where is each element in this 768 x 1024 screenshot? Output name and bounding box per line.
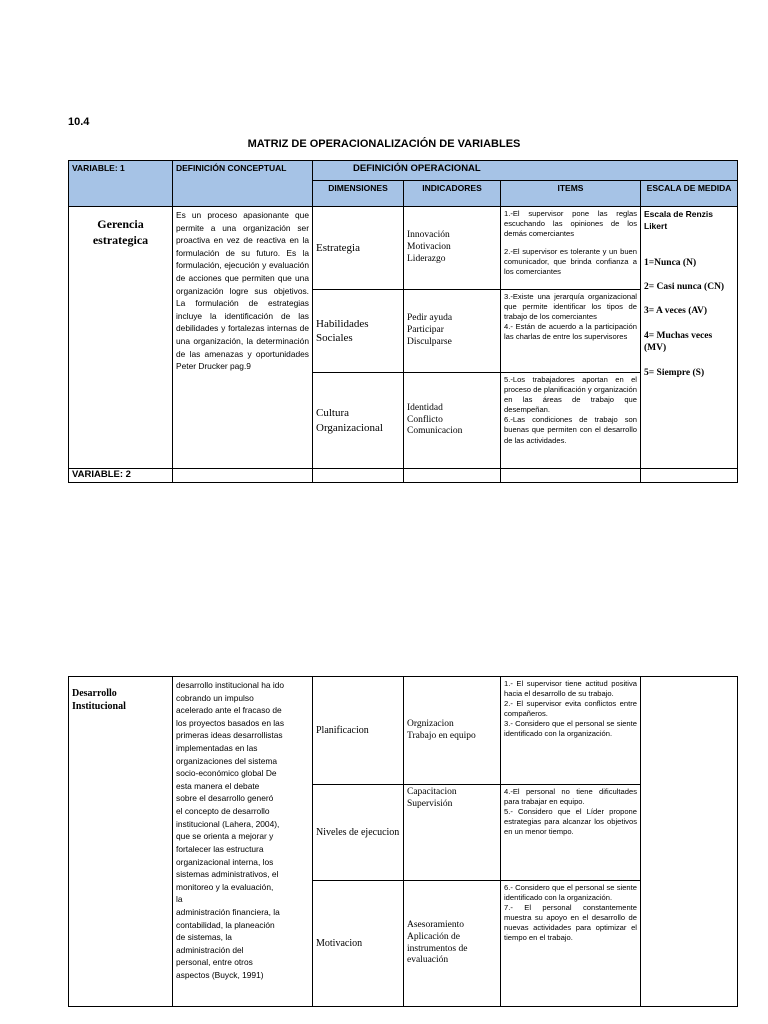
indicator: Identidad (407, 402, 443, 413)
item: 1.-El supervisor pone las reglas escuchando las opiniones de los demás comerciantes (504, 209, 637, 239)
header-indicators: INDICADORES (404, 181, 501, 207)
header-conceptual-definition: DEFINICIÓN CONCEPTUAL (173, 161, 313, 207)
scale-name: Escala de Renzis Likert (644, 209, 713, 231)
concept-line: fortalecer las estructura (176, 843, 264, 854)
concept-line: de sistemas, la (176, 932, 232, 943)
concept-line: sistemas administrativos, el (176, 869, 279, 880)
item: 6.- Considero que el personal se siente identificado con la organización. (504, 883, 637, 903)
dimension-cell: Estrategia (313, 207, 404, 290)
indicator: Aplicación de instrumentos de evaluación (407, 931, 468, 966)
item: 7.- El personal constantemente muestra su apoyo en el desarrollo de nuevas actividades para optimizar el tiempo en el trabajo. (504, 903, 637, 943)
item: 3.- Considero que el personal se siente identificado con la organización. (504, 719, 637, 739)
concept-line: monitoreo y la evaluación, (176, 881, 274, 892)
concept-line: el concepto de desarrollo (176, 806, 270, 817)
header-scale: ESCALA DE MEDIDA (641, 181, 738, 207)
empty-cell (313, 469, 404, 483)
indicators-cell (404, 207, 501, 290)
concept-line: cobrando un impulso (176, 692, 254, 703)
concept-line: los proyectos basados en las (176, 717, 285, 728)
variable-name: Desarrollo Institucional (69, 677, 173, 1007)
indicator: Trabajo en equipo (407, 730, 476, 741)
concept-line: acelerado ante el fracaso de (176, 705, 282, 716)
conceptual-definition (173, 677, 313, 1007)
variables-matrix-table-1 (68, 160, 738, 483)
indicators-cell (404, 785, 501, 881)
items-cell (501, 785, 641, 881)
dimension-cell: Cultura Organizacional (313, 373, 404, 469)
indicator: Participar (407, 325, 444, 336)
header-operational-definition: DEFINICIÓN OPERACIONAL (313, 161, 738, 181)
indicators-cell (404, 290, 501, 373)
indicator: Conflicto (407, 414, 443, 425)
concept-line: sobre el desarrollo generó (176, 793, 274, 804)
concept-line: socio-económico global De (176, 768, 277, 779)
item: 3.-Existe una jerarquía organizacional que permite identificar los tipos de trabajo de los comerciantes (504, 292, 637, 322)
indicators-cell (404, 881, 501, 1007)
variable-name: Gerencia estrategica (69, 207, 173, 469)
concept-line: aspectos (Buyck, 1991) (176, 970, 264, 981)
document-title: MATRIZ DE OPERACIONALIZACIÓN DE VARIABLES (247, 138, 521, 150)
header-variable: VARIABLE: 1 (69, 161, 173, 207)
item: 2.-El supervisor es tolerante y un buen comunicador, que brinda confianza a los comerciantes (504, 247, 637, 277)
concept-line: personal, entre otros (176, 957, 253, 968)
item: 1.- El supervisor tiene actitud positiva hacia el desarrollo de su trabajo. (504, 679, 637, 699)
scale-option: 4= Muchas veces (MV) (644, 330, 713, 354)
empty-cell (173, 469, 313, 483)
empty-cell (641, 469, 738, 483)
indicator: Asesoramiento (407, 919, 464, 930)
empty-cell (641, 677, 738, 1007)
indicators-cell (404, 677, 501, 785)
indicator: Motivacion (407, 242, 451, 253)
indicator: Supervisión (407, 798, 453, 809)
indicator: Capacitacion (407, 787, 457, 797)
item: 5.-Los trabajadores aportan en el proceso de planificación y organización en las áreas de trabajo que desempeñan. (504, 375, 637, 415)
concept-line: la (176, 894, 183, 905)
concept-line: esta manera el debate (176, 780, 260, 791)
item: 6.-Las condiciones de trabajo son buenas que permiten con el desarrollo de las actividades. (504, 415, 637, 445)
item: 4.- Están de acuerdo a la participación las charlas de entre los supervisores (504, 322, 637, 342)
scale-option: 5= Siempre (S) (644, 367, 705, 378)
dimension-cell: Habilidades Sociales (313, 290, 404, 373)
concept-line: contabilidad, la planeación (176, 919, 275, 930)
item: 4.-El personal no tiene dificultades para trabajar en equipo. (504, 787, 637, 807)
conceptual-definition: Es un proceso apasionante que permite a una organización ser proactiva en vez de reactiva en la formulación de su futuro. Es la formulación, ejecución y evaluación de acciones que permiten que una organización logre sus objetivos. La formulación de estrategias incluye la identificación de las debilidades y fortalezas internas de una organización, la determinación de las amenazas y oportunidades Peter Drucker pag.9 (173, 207, 313, 469)
variables-matrix-table-2 (68, 676, 738, 1007)
concept-line: institucional (Lahera, 2004), (176, 818, 280, 829)
indicators-cell (404, 373, 501, 469)
concept-line: primeras ideas desarrollistas (176, 730, 283, 741)
measurement-scale (641, 207, 738, 469)
header-dimensions: DIMENSIONES (313, 181, 404, 207)
indicator: Pedir ayuda (407, 313, 453, 324)
section-number: 10.4 (68, 116, 90, 128)
dimension-cell: Motivacion (313, 881, 404, 1007)
scale-option: 1=Nunca (N) (644, 257, 697, 268)
concept-line: desarrollo institucional ha ido (176, 680, 285, 690)
concept-line: administración del (176, 944, 244, 955)
scale-option: 2= Casi nunca (CN) (644, 282, 725, 293)
items-cell (501, 881, 641, 1007)
concept-line: administración financiera, la (176, 906, 280, 917)
concept-line: implementadas en las (176, 743, 258, 754)
scale-option: 3= A veces (AV) (644, 306, 708, 317)
items-cell (501, 373, 641, 469)
item: 2.- El supervisor evita conflictos entre compañeros. (504, 699, 637, 719)
concept-line: que se orienta a mejorar y (176, 831, 274, 842)
variable-2-label: VARIABLE: 2 (69, 469, 173, 483)
concept-line: organizaciones del sistema (176, 755, 278, 766)
item: 5.- Considero que el Líder propone estrategias para alcanzar los objetivos en un menor tiempo. (504, 807, 637, 837)
items-cell (501, 207, 641, 290)
empty-cell (404, 469, 501, 483)
indicator: Liderazgo (407, 253, 446, 264)
dimension-cell: Planificacion (313, 677, 404, 785)
empty-cell (501, 469, 641, 483)
indicator: Comunicacion (407, 426, 463, 437)
indicator: Innovación (407, 230, 450, 241)
items-cell (501, 290, 641, 373)
header-items: ITEMS (501, 181, 641, 207)
items-cell (501, 677, 641, 785)
concept-line: organizacional interna, los (176, 856, 274, 867)
indicator: Disculparse (407, 336, 452, 347)
indicator: Orgnizacion (407, 718, 454, 729)
dimension-cell: Niveles de ejecucion (313, 785, 404, 881)
